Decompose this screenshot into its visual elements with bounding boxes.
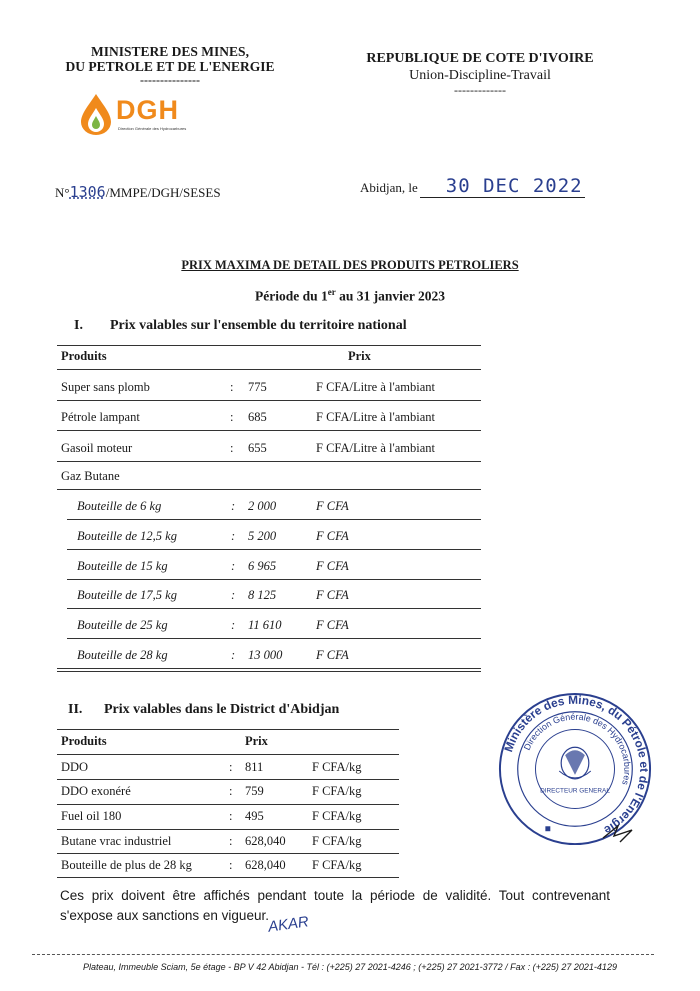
bottle-size: Bouteille de 17,5 kg — [77, 588, 177, 602]
section-1-number: I. — [74, 318, 83, 333]
stamp-inner-text: Direction Générale des Hydrocarbures — [521, 711, 633, 787]
table2-rule — [57, 804, 399, 805]
gas-rule — [67, 638, 481, 639]
document-title: PRIX MAXIMA DE DETAIL DES PRODUITS PETROLIERS — [181, 258, 519, 272]
table1-bottom-rule-double — [57, 671, 481, 672]
table1-rule — [57, 461, 481, 462]
price-unit: F CFA — [316, 588, 349, 602]
colon: : — [231, 499, 236, 513]
price-value: 13 000 — [248, 648, 283, 662]
gas-rule — [67, 579, 481, 580]
price-value: 685 — [248, 410, 267, 424]
colon: : — [230, 410, 234, 424]
colon: : — [231, 618, 236, 632]
price-value: 11 610 — [248, 618, 282, 632]
initials-signature: AKAR — [267, 913, 310, 936]
section-2-heading — [68, 702, 339, 718]
director-signature — [600, 820, 636, 846]
period-prefix: Période du 1 — [254, 288, 328, 304]
colon: : — [231, 648, 236, 662]
stamp-center-text: DIRECTEUR GENERAL — [540, 787, 610, 795]
price-value: 2 000 — [248, 499, 277, 513]
colon: : — [230, 441, 234, 455]
reference-handwritten-number: 1306 — [69, 183, 106, 201]
price-unit: F CFA/Litre à l'ambiant — [316, 441, 436, 455]
footer-address: Plateau, Immeuble Sciam, 5e étage - BP V 42 Abidjan - Tél : (+225) 27 2021-4246 ; (+225) 27 2021-3772 / Fax : (+225) 27 2021-4129 — [83, 962, 617, 972]
price-unit: F CFA — [316, 618, 349, 632]
price-unit: F CFA/Litre à l'ambiant — [316, 410, 436, 424]
product-name: DDO — [61, 760, 89, 774]
product-name: DDO exonéré — [61, 784, 131, 798]
table2-rule — [57, 779, 399, 780]
footer-separator — [32, 954, 654, 955]
product-name: Pétrole lampant — [61, 410, 140, 424]
price-value: 495 — [245, 809, 264, 823]
price-unit: F CFA/kg — [312, 858, 362, 872]
product-name: Bouteille de plus de 28 kg — [61, 858, 192, 872]
date-stamp: 30 DEC 2022 — [420, 175, 585, 198]
price-unit: F CFA/kg — [312, 784, 362, 798]
table1-header-products: Produits — [61, 349, 107, 363]
table1-header-rule — [57, 369, 481, 370]
gas-butane-label: Gaz Butane — [61, 469, 120, 483]
price-unit: F CFA — [316, 559, 349, 573]
flame-drop-icon — [78, 92, 114, 136]
republic-separator: ------------- — [454, 83, 506, 97]
place-date — [360, 175, 585, 198]
colon: : — [231, 559, 236, 573]
table2-header-rule — [57, 754, 399, 755]
colon: : — [229, 834, 233, 848]
validity-period — [0, 287, 700, 305]
table2-rule — [57, 853, 399, 854]
place-label: Abidjan, le — [360, 180, 418, 195]
price-value: 775 — [248, 380, 267, 394]
republic-motto: Union-Discipline-Travail — [409, 68, 551, 83]
coat-of-arms-icon — [559, 747, 591, 779]
price-value: 655 — [248, 441, 267, 455]
table2-rule — [57, 829, 399, 830]
ministry-separator: --------------- — [140, 73, 200, 87]
closing-statement: Ces prix doivent être affichés pendant toute la période de validité. Tout contrevenant s'expose aux sanctions en vigueur. — [60, 888, 610, 923]
price-unit: F CFA/Litre à l'ambiant — [316, 380, 436, 394]
dgh-logo — [78, 92, 218, 138]
stamp-outer-text: Ministère des Mines, du Pétrole et de l'Energie — [501, 692, 652, 838]
table2-header-products: Produits — [61, 734, 107, 748]
price-value: 628,040 — [245, 858, 286, 872]
table1-rule — [57, 400, 481, 401]
gas-rule — [67, 608, 481, 609]
bottle-size: Bouteille de 25 kg — [77, 618, 168, 632]
colon: : — [229, 760, 233, 774]
gas-rule — [67, 519, 481, 520]
republic-header — [355, 50, 605, 96]
table1-header-price: Prix — [348, 349, 371, 363]
section-1-title: Prix valables sur l'ensemble du territoire national — [110, 318, 407, 333]
colon: : — [230, 380, 234, 394]
price-unit: F CFA — [316, 648, 349, 662]
table2-bottom-rule — [57, 877, 399, 878]
product-name: Fuel oil 180 — [61, 809, 122, 823]
price-value: 628,040 — [245, 834, 286, 848]
table1-rule — [57, 430, 481, 431]
table2-header-price: Prix — [245, 734, 268, 748]
table2-top-rule — [57, 729, 399, 730]
price-value: 5 200 — [248, 529, 277, 543]
price-unit: F CFA/kg — [312, 834, 362, 848]
price-value: 8 125 — [248, 588, 277, 602]
colon: : — [231, 588, 236, 602]
colon: : — [229, 784, 233, 798]
bottle-size: Bouteille de 28 kg — [77, 648, 168, 662]
republic-name: REPUBLIQUE DE COTE D'IVOIRE — [366, 51, 594, 66]
product-name: Gasoil moteur — [61, 441, 133, 455]
section-2-number: II. — [68, 702, 83, 717]
price-unit: F CFA — [316, 499, 349, 513]
section-1-heading — [74, 318, 407, 334]
bottle-size: Bouteille de 15 kg — [77, 559, 168, 573]
table1-top-rule — [57, 345, 481, 346]
colon: : — [229, 858, 233, 872]
bottle-size: Bouteille de 6 kg — [77, 499, 162, 513]
product-name: Super sans plomb — [61, 380, 150, 394]
price-value: 6 965 — [248, 559, 277, 573]
table1-bottom-rule — [57, 668, 481, 669]
colon: : — [231, 529, 236, 543]
price-unit: F CFA/kg — [312, 760, 362, 774]
price-unit: F CFA/kg — [312, 809, 362, 823]
gas-rule — [67, 549, 481, 550]
price-value: 759 — [245, 784, 264, 798]
colon: : — [229, 809, 233, 823]
logo-text: DGH — [116, 95, 179, 125]
reference-suffix: /MMPE/DGH/SESES — [105, 185, 221, 200]
period-suffix: au 31 janvier 2023 — [335, 288, 445, 304]
ministry-line1: MINISTERE DES MINES, — [91, 44, 249, 59]
product-name: Butane vrac industriel — [61, 834, 172, 848]
period-sup: er — [327, 287, 336, 297]
reference-number — [55, 183, 221, 201]
reference-prefix: N° — [55, 185, 70, 200]
ministry-line2: DU PETROLE ET DE L'ENERGIE — [65, 59, 275, 74]
table1-rule — [57, 489, 481, 490]
stamp-mark — [545, 826, 550, 831]
logo-subtitle: Direction Générale des Hydrocarbures — [118, 126, 187, 131]
price-value: 811 — [245, 760, 264, 774]
ministry-header — [45, 44, 295, 86]
section-2-title: Prix valables dans le District d'Abidjan — [104, 702, 340, 717]
bottle-size: Bouteille de 12,5 kg — [77, 529, 177, 543]
svg-text:Direction Générale des Hydroca — [522, 712, 633, 787]
price-unit: F CFA — [316, 529, 349, 543]
